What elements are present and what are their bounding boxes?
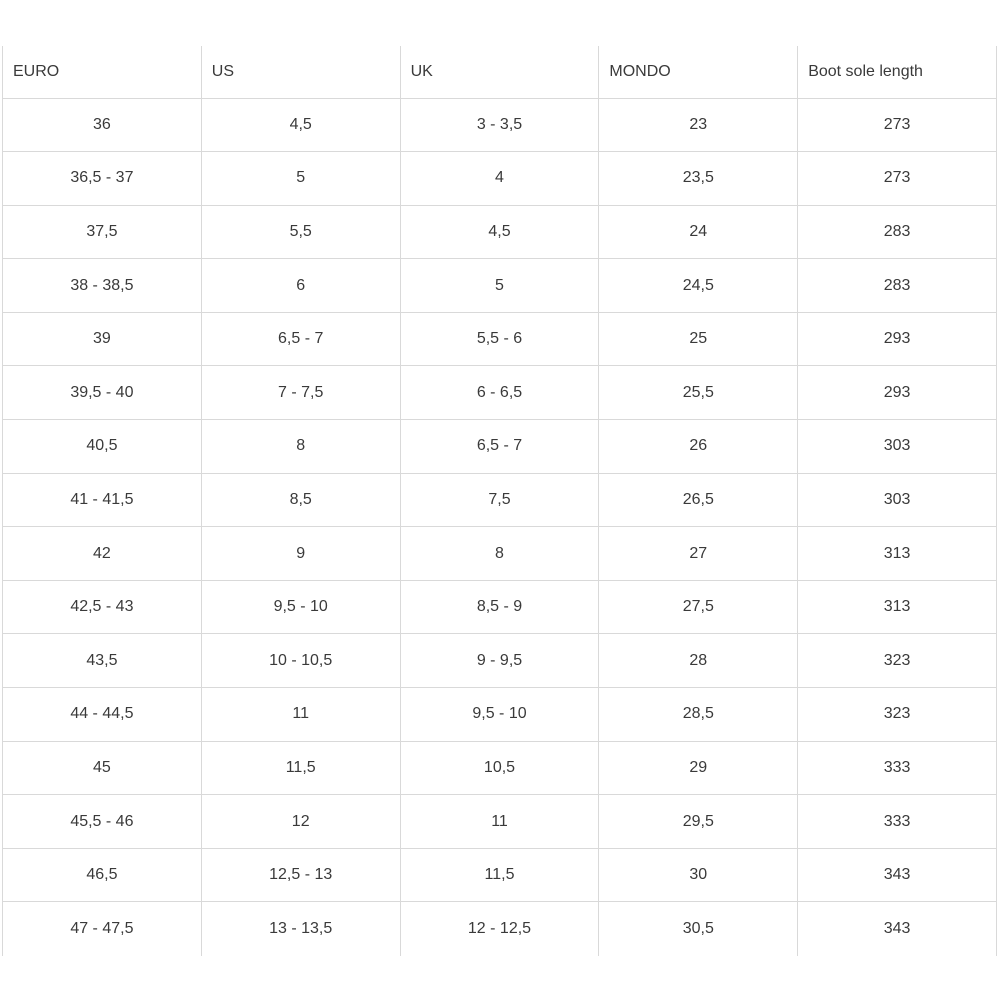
table-row [3, 741, 997, 795]
table-cell-euro: 43,5 [3, 634, 202, 688]
table-cell-mondo: 26,5 [599, 473, 798, 527]
table-cell-euro: 42 [3, 527, 202, 581]
table-cell-us: 12,5 - 13 [201, 848, 400, 902]
table-row [3, 259, 997, 313]
table-cell-uk: 6,5 - 7 [400, 420, 599, 474]
table-cell-mondo: 30 [599, 848, 798, 902]
table-cell-euro: 36 [3, 98, 202, 152]
table-cell-euro: 45,5 - 46 [3, 795, 202, 849]
table-cell-euro: 39 [3, 312, 202, 366]
table-row [3, 688, 997, 742]
table-cell-mondo: 27,5 [599, 580, 798, 634]
column-header-us: US [201, 46, 400, 98]
table-row [3, 848, 997, 902]
table-cell-boot-sole-length: 313 [798, 580, 997, 634]
table-cell-uk: 5 [400, 259, 599, 313]
table-cell-boot-sole-length: 273 [798, 152, 997, 206]
table-cell-us: 6,5 - 7 [201, 312, 400, 366]
table-cell-uk: 12 - 12,5 [400, 902, 599, 956]
table-cell-mondo: 23 [599, 98, 798, 152]
table-cell-uk: 11 [400, 795, 599, 849]
table-row [3, 366, 997, 420]
table-row [3, 527, 997, 581]
table-cell-euro: 41 - 41,5 [3, 473, 202, 527]
table-cell-uk: 3 - 3,5 [400, 98, 599, 152]
table-row [3, 312, 997, 366]
table-cell-uk: 4,5 [400, 205, 599, 259]
column-header-uk: UK [400, 46, 599, 98]
table-row [3, 205, 997, 259]
table-cell-euro: 46,5 [3, 848, 202, 902]
table-cell-boot-sole-length: 283 [798, 259, 997, 313]
table-cell-boot-sole-length: 343 [798, 848, 997, 902]
table-cell-mondo: 28,5 [599, 688, 798, 742]
table-cell-mondo: 25,5 [599, 366, 798, 420]
table-cell-boot-sole-length: 333 [798, 741, 997, 795]
table-cell-euro: 38 - 38,5 [3, 259, 202, 313]
table-cell-uk: 11,5 [400, 848, 599, 902]
table-row [3, 98, 997, 152]
table-cell-euro: 45 [3, 741, 202, 795]
table-cell-uk: 5,5 - 6 [400, 312, 599, 366]
table-row [3, 795, 997, 849]
table-body [3, 98, 997, 956]
table-cell-us: 10 - 10,5 [201, 634, 400, 688]
table-cell-boot-sole-length: 303 [798, 420, 997, 474]
table-cell-uk: 6 - 6,5 [400, 366, 599, 420]
table-cell-mondo: 28 [599, 634, 798, 688]
table-header [3, 46, 997, 98]
table-cell-us: 4,5 [201, 98, 400, 152]
table-cell-euro: 36,5 - 37 [3, 152, 202, 206]
table-cell-uk: 10,5 [400, 741, 599, 795]
table-cell-boot-sole-length: 323 [798, 634, 997, 688]
table-cell-us: 8 [201, 420, 400, 474]
table-cell-mondo: 24 [599, 205, 798, 259]
table-cell-uk: 8 [400, 527, 599, 581]
table-cell-mondo: 25 [599, 312, 798, 366]
table-cell-us: 7 - 7,5 [201, 366, 400, 420]
table-cell-uk: 9 - 9,5 [400, 634, 599, 688]
table-cell-us: 5 [201, 152, 400, 206]
header-row [3, 46, 997, 98]
table-cell-mondo: 30,5 [599, 902, 798, 956]
table-cell-boot-sole-length: 313 [798, 527, 997, 581]
size-chart-table [2, 46, 997, 956]
table-cell-euro: 44 - 44,5 [3, 688, 202, 742]
table-cell-boot-sole-length: 293 [798, 312, 997, 366]
column-header-boot-sole-length: Boot sole length [798, 46, 997, 98]
table-cell-us: 6 [201, 259, 400, 313]
table-cell-euro: 39,5 - 40 [3, 366, 202, 420]
table-cell-boot-sole-length: 333 [798, 795, 997, 849]
table-cell-us: 11 [201, 688, 400, 742]
column-header-euro: EURO [3, 46, 202, 98]
table-cell-boot-sole-length: 343 [798, 902, 997, 956]
table-cell-mondo: 29 [599, 741, 798, 795]
column-header-mondo: MONDO [599, 46, 798, 98]
table-cell-mondo: 27 [599, 527, 798, 581]
table-cell-uk: 9,5 - 10 [400, 688, 599, 742]
table-cell-mondo: 23,5 [599, 152, 798, 206]
table-cell-boot-sole-length: 273 [798, 98, 997, 152]
table-cell-euro: 42,5 - 43 [3, 580, 202, 634]
table-row [3, 473, 997, 527]
table-cell-us: 5,5 [201, 205, 400, 259]
table-cell-euro: 47 - 47,5 [3, 902, 202, 956]
table-cell-euro: 40,5 [3, 420, 202, 474]
table-row [3, 580, 997, 634]
table-row [3, 152, 997, 206]
table-cell-us: 11,5 [201, 741, 400, 795]
table-cell-us: 8,5 [201, 473, 400, 527]
table-row [3, 420, 997, 474]
table-cell-mondo: 26 [599, 420, 798, 474]
table-cell-boot-sole-length: 293 [798, 366, 997, 420]
table-cell-mondo: 29,5 [599, 795, 798, 849]
table-cell-boot-sole-length: 283 [798, 205, 997, 259]
table-cell-uk: 8,5 - 9 [400, 580, 599, 634]
table-cell-euro: 37,5 [3, 205, 202, 259]
table-row [3, 902, 997, 956]
table-cell-us: 9,5 - 10 [201, 580, 400, 634]
table-cell-mondo: 24,5 [599, 259, 798, 313]
table-cell-boot-sole-length: 323 [798, 688, 997, 742]
table-cell-us: 13 - 13,5 [201, 902, 400, 956]
table-cell-uk: 4 [400, 152, 599, 206]
table-cell-boot-sole-length: 303 [798, 473, 997, 527]
table-cell-us: 9 [201, 527, 400, 581]
table-row [3, 634, 997, 688]
table-cell-uk: 7,5 [400, 473, 599, 527]
table-cell-us: 12 [201, 795, 400, 849]
